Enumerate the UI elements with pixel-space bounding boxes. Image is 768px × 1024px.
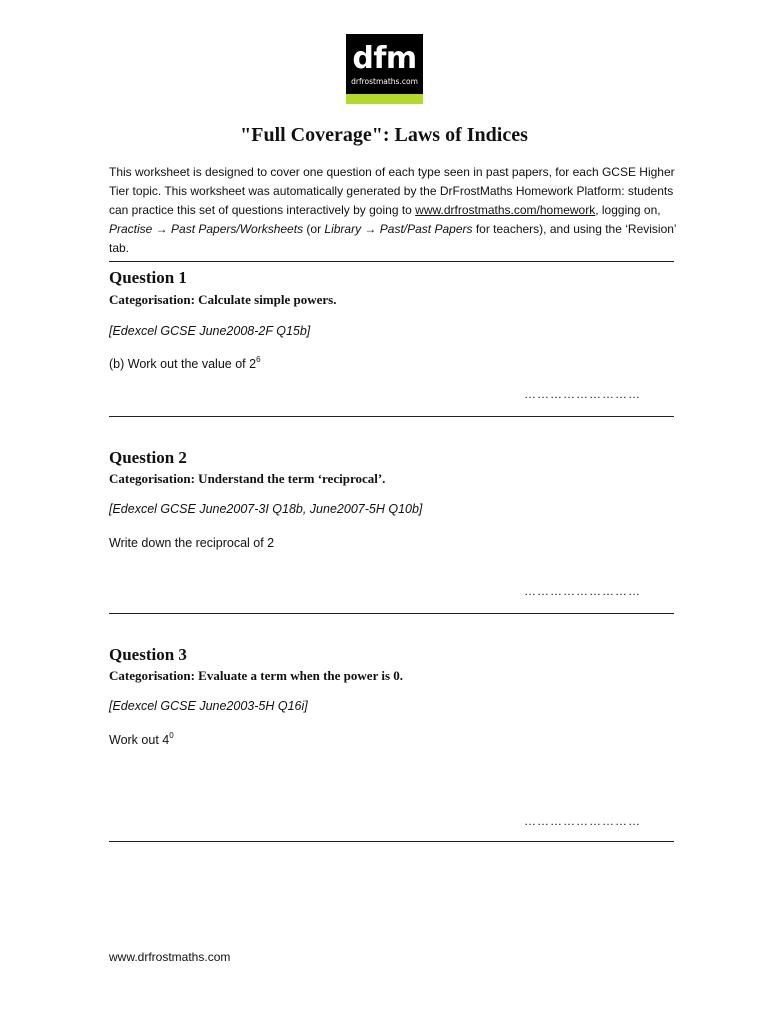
question-1-categorisation: Categorisation: Calculate simple powers. <box>109 292 337 307</box>
question-3-heading: Question 3 <box>109 645 187 664</box>
question-2-text <box>109 534 274 550</box>
intro-text-4: for teachers), and using the ‘Revision’ tab. <box>109 222 677 255</box>
question-1-answer-line[interactable]: ……………………… <box>524 387 641 401</box>
library-path: Library → Past/Past Papers <box>324 222 473 236</box>
question-1-exponent: 6 <box>256 355 261 364</box>
divider <box>109 416 674 417</box>
worksheet-title: "Full Coverage": Laws of Indices <box>240 124 528 146</box>
logo-green-bar <box>346 94 423 104</box>
question-2-categorisation: Categorisation: Understand the term ‘reciprocal’. <box>109 471 386 486</box>
question-1-body: (b) Work out the value of 2 <box>109 357 257 371</box>
question-1-heading: Question 1 <box>109 268 187 287</box>
question-2-body: Write down the reciprocal of 2 <box>109 536 275 550</box>
question-3-text <box>109 731 174 747</box>
divider <box>109 841 674 842</box>
intro-text-2: , logging on, <box>595 203 661 217</box>
question-3-answer-line[interactable]: ……………………… <box>524 814 641 828</box>
question-1-text <box>109 355 261 371</box>
intro-text: This worksheet is designed to cover one question of each type seen in past papers, for each GCSE Higher Tier topic. This worksheet was automatically generated by the DrFrostMaths Homework Platform: students can practice this set of questions interactively by going to <box>109 165 675 217</box>
question-3-categorisation: Categorisation: Evaluate a term when the power is 0. <box>109 668 404 683</box>
homework-link[interactable]: www.drfrostmaths.com/homework <box>415 203 596 217</box>
question-2-source: [Edexcel GCSE June2007-3I Q18b, June2007-5H Q10b] <box>109 502 423 516</box>
logo-mark: dfm <box>352 41 417 76</box>
divider <box>109 261 674 262</box>
divider <box>109 613 674 614</box>
question-2-answer-line[interactable]: ……………………… <box>524 584 641 598</box>
footer-url[interactable]: www.drfrostmaths.com <box>109 950 231 964</box>
question-3-body: Work out 4 <box>109 733 170 747</box>
question-3-exponent: 0 <box>169 731 174 740</box>
question-2-heading: Question 2 <box>109 448 187 467</box>
intro-text-3: (or <box>303 222 325 236</box>
dfm-logo <box>346 34 423 104</box>
question-1-source: [Edexcel GCSE June2008-2F Q15b] <box>109 324 311 338</box>
question-3-source: [Edexcel GCSE June2003-5H Q16i] <box>109 699 308 713</box>
logo-site: drfrostmaths.com <box>351 77 418 86</box>
practise-path: Practise → Past Papers/Worksheets <box>109 222 304 236</box>
intro-paragraph <box>109 163 679 258</box>
